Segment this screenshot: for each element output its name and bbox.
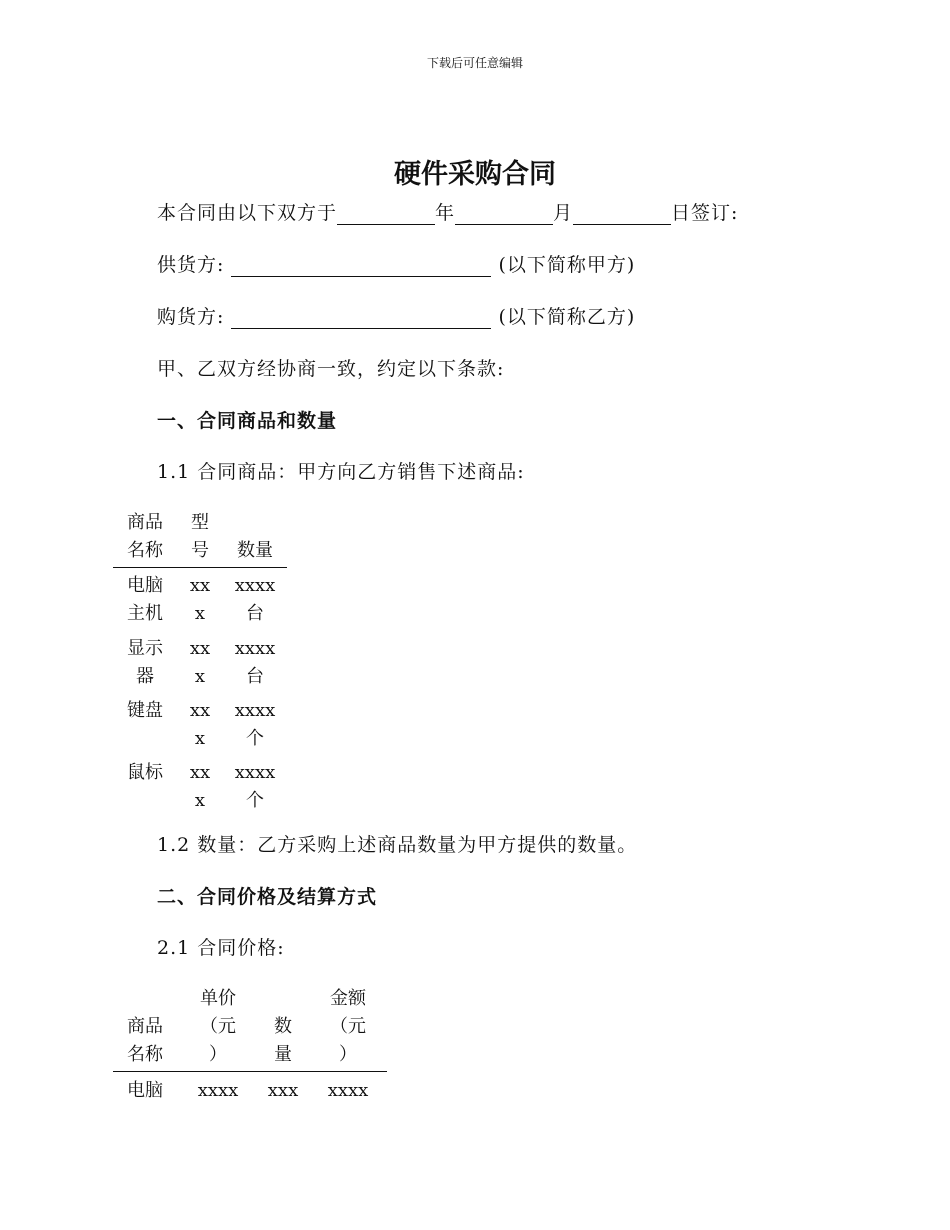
supplier-label: 供货方:	[157, 254, 225, 276]
buyer-label: 购货方:	[157, 306, 225, 328]
month-blank[interactable]	[455, 204, 553, 225]
supplier-line	[157, 250, 635, 277]
document-title: 硬件采购合同	[394, 159, 556, 190]
table2-header-qty: 数 量	[274, 1016, 292, 1065]
day-blank[interactable]	[573, 204, 671, 225]
table-cell: xx x	[189, 575, 211, 624]
table-cell: xxxx	[197, 1080, 239, 1101]
table-cell: xxxx 个	[234, 700, 276, 749]
table-cell: xxxx 个	[234, 762, 276, 811]
header-note: 下载后可任意编辑	[426, 56, 523, 70]
table2-header-unit-price: 单价 （元 ）	[200, 988, 236, 1065]
year-blank[interactable]	[337, 204, 435, 225]
table1-header-model: 型 号	[191, 512, 209, 561]
buyer-blank[interactable]	[231, 308, 491, 329]
buyer-note: (以下简称乙方)	[498, 306, 636, 328]
clause-2-1: 2.1 合同价格:	[157, 937, 285, 959]
intro-suffix: 日签订:	[671, 202, 739, 224]
table-cell: xx x	[189, 638, 211, 687]
table-cell: xx x	[189, 762, 211, 811]
section2-heading: 二、合同价格及结算方式	[157, 886, 378, 908]
table2-header-name: 商品 名称	[127, 1016, 163, 1065]
intro-prefix: 本合同由以下双方于	[157, 202, 338, 224]
agreement-text: 甲、乙双方经协商一致，约定以下条款:	[157, 358, 505, 380]
supplier-blank[interactable]	[231, 256, 491, 277]
table-cell: 电脑	[127, 1080, 163, 1101]
table-cell: 显示 器	[127, 638, 163, 687]
section1-heading: 一、合同商品和数量	[157, 410, 338, 432]
supplier-note: (以下简称甲方)	[498, 254, 636, 276]
table1-header-name: 商品 名称	[127, 512, 163, 561]
table-cell: xxxx 台	[234, 638, 276, 687]
clause-1-2: 1.2 数量：乙方采购上述商品数量为甲方提供的数量。	[157, 834, 638, 856]
intro-line	[157, 198, 738, 225]
table-cell: xxxx	[327, 1080, 369, 1101]
table1-header-rule	[113, 567, 287, 568]
table-cell: xxx	[267, 1080, 299, 1101]
table1-header-qty: 数量	[237, 540, 273, 561]
table2-header-rule	[113, 1071, 387, 1072]
table-cell: xx x	[189, 700, 211, 749]
table-cell: 键盘	[127, 700, 163, 721]
intro-month: 月	[553, 202, 574, 224]
table2-header-amount: 金额 （元 ）	[330, 988, 366, 1065]
table-cell: xxxx 台	[234, 575, 276, 624]
table-cell: 电脑 主机	[127, 575, 163, 624]
intro-year: 年	[435, 202, 456, 224]
buyer-line	[157, 302, 635, 329]
clause-1-1: 1.1 合同商品：甲方向乙方销售下述商品:	[157, 461, 525, 483]
table-cell: 鼠标	[127, 762, 163, 783]
